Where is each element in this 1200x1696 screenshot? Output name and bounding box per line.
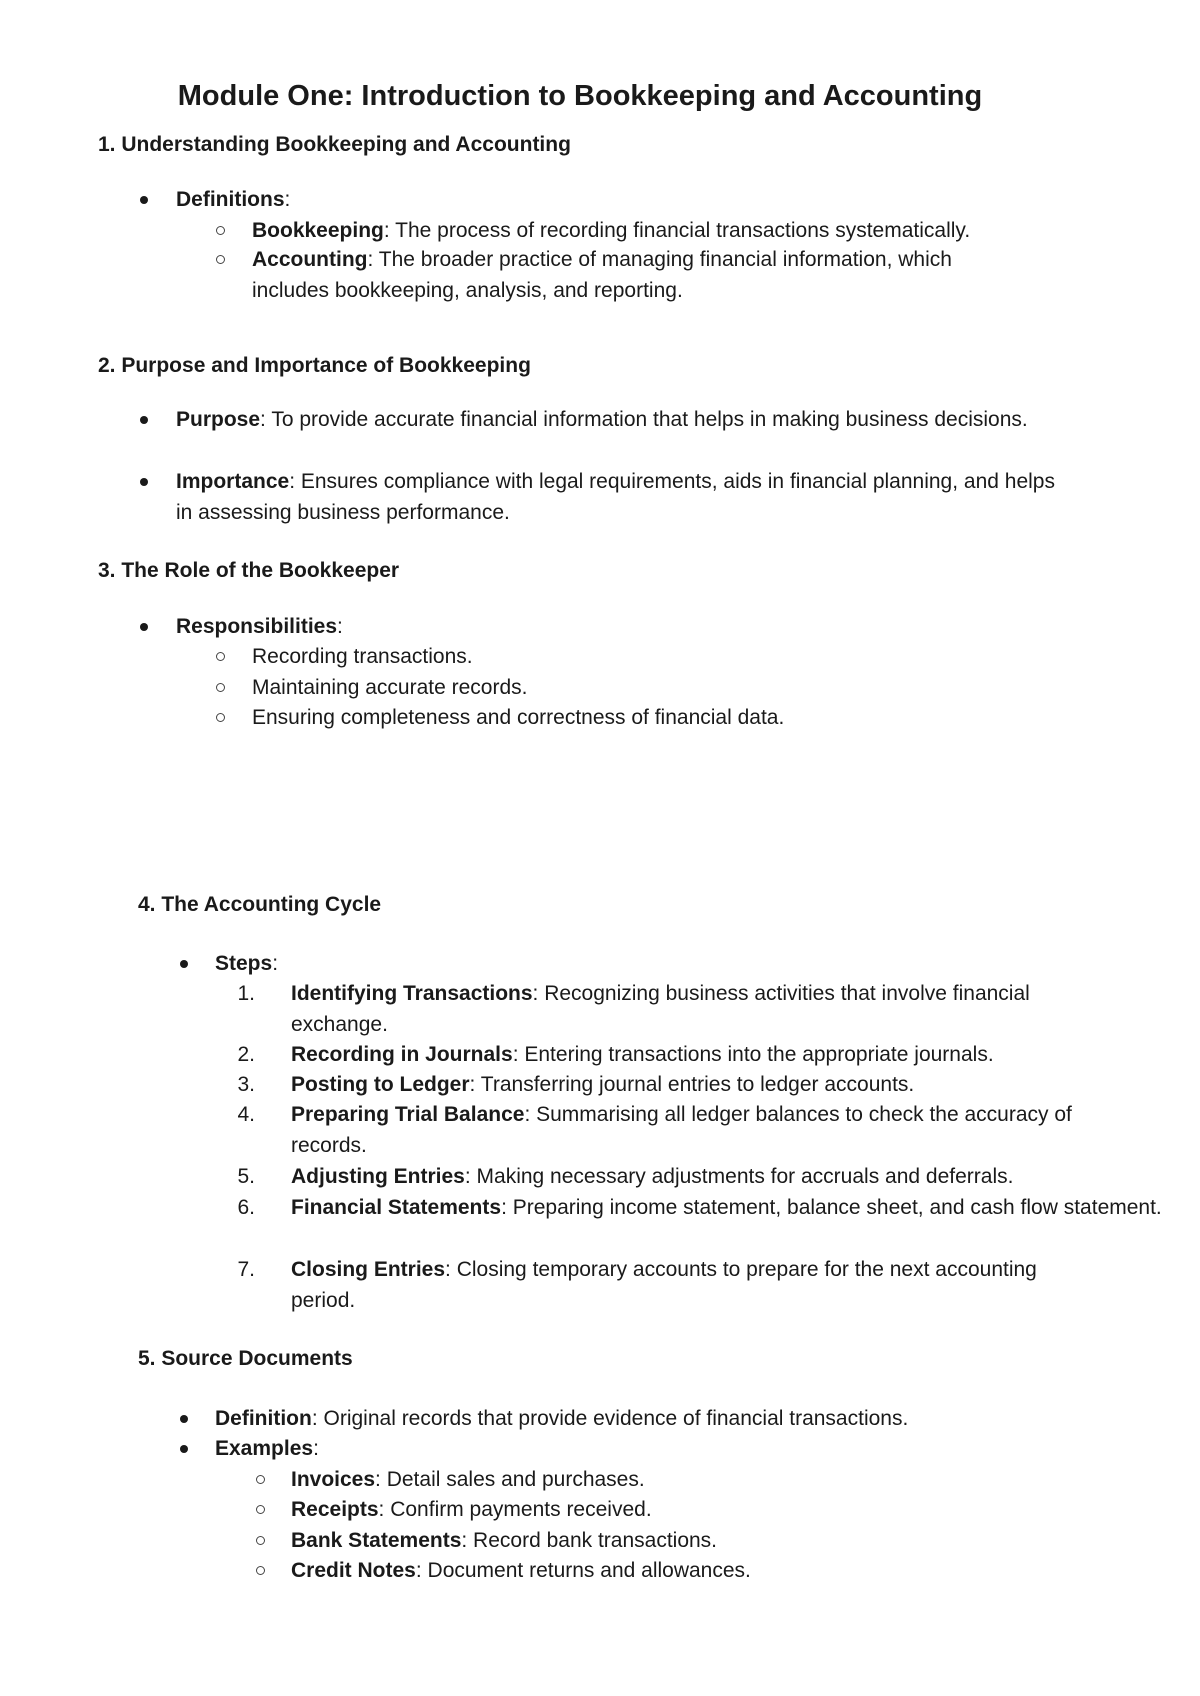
section-heading-4: 4. The Accounting Cycle	[138, 893, 382, 916]
term-label: Adjusting Entries	[291, 1165, 465, 1188]
term-label: Posting to Ledger	[291, 1073, 470, 1096]
term-desc: : Entering transactions into the appropriate journals.	[512, 1043, 994, 1066]
term-label: Credit Notes	[291, 1559, 416, 1582]
list-item-importance	[140, 466, 1100, 528]
sub-item	[140, 672, 1100, 702]
term-desc: : Making necessary adjustments for accruals and deferrals.	[464, 1165, 1014, 1188]
hollow-bullet-icon	[216, 683, 225, 692]
page-title: Module One: Introduction to Bookkeeping and Accounting	[177, 80, 983, 112]
sub-item-receipts	[180, 1494, 1140, 1525]
section-heading-2: 2. Purpose and Importance of Bookkeeping	[98, 354, 531, 377]
step-number: 5.	[237, 1165, 255, 1188]
bullet-icon	[140, 623, 148, 631]
term-desc: : Confirm payments received.	[378, 1498, 652, 1521]
term-desc: :	[337, 615, 343, 638]
term-desc: : The process of recording financial transactions systematically.	[383, 219, 971, 242]
term-desc: : To provide accurate financial information that helps in making business decisions.	[260, 408, 1028, 431]
term-label: Closing Entries	[291, 1258, 446, 1281]
step-number: 7.	[237, 1258, 255, 1281]
step-number: 2.	[237, 1043, 255, 1066]
term-desc: :	[313, 1437, 319, 1460]
hollow-bullet-icon	[256, 1505, 265, 1514]
step-item	[180, 978, 1140, 1039]
bullet-icon	[140, 478, 148, 486]
step-item	[180, 1069, 1140, 1099]
sub-item-text: Maintaining accurate records.	[252, 676, 528, 699]
term-desc: : Original records that provide evidence of financial transactions.	[311, 1407, 909, 1430]
hollow-bullet-icon	[256, 1566, 265, 1575]
hollow-bullet-icon	[216, 652, 225, 661]
sub-item-bank-statements	[180, 1525, 1140, 1555]
section-2-list	[140, 404, 1100, 528]
term-desc: :	[284, 188, 291, 211]
term-label: Examples	[215, 1437, 314, 1460]
step-item	[180, 1099, 1140, 1161]
step-number: 1.	[237, 982, 255, 1005]
term-desc: : Recognizing business activities that involve financial exchange.	[291, 982, 1030, 1036]
list-item-steps	[180, 948, 1140, 978]
sub-item	[140, 702, 1100, 732]
list-item-responsibilities	[140, 611, 1100, 641]
term-desc: : Preparing income statement, balance sheet, and cash flow statement.	[501, 1196, 1162, 1219]
bullet-icon	[140, 196, 148, 204]
term-desc: : Summarising all ledger balances to check the accuracy of records.	[291, 1103, 1072, 1157]
term-desc: : Transferring journal entries to ledger accounts.	[469, 1073, 915, 1096]
term-desc: : Document returns and allowances.	[415, 1559, 751, 1582]
term-label: Preparing Trial Balance	[291, 1103, 525, 1126]
sub-item-bookkeeping	[140, 215, 1100, 244]
term-label: Purpose	[176, 408, 261, 431]
term-label: Identifying Transactions	[291, 982, 533, 1005]
term-label: Responsibilities	[176, 615, 338, 638]
term-desc: : Closing temporary accounts to prepare for the next accounting period.	[291, 1258, 1037, 1312]
sub-item-credit-notes	[180, 1555, 1140, 1586]
sub-item-accounting	[140, 244, 1100, 306]
section-heading-5: 5. Source Documents	[138, 1347, 353, 1370]
step-number: 3.	[237, 1073, 255, 1096]
section-5-list	[180, 1403, 1140, 1586]
section-4-list	[180, 948, 1162, 1316]
step-item	[180, 1254, 1140, 1316]
term-desc: : Record bank transactions.	[461, 1529, 718, 1552]
term-desc: : Detail sales and purchases.	[375, 1468, 645, 1491]
term-label: Definition	[215, 1407, 312, 1430]
term-desc: : Ensures compliance with legal requirements, aids in financial planning, and helps in assessing business performance.	[176, 470, 1055, 524]
term-label: Receipts	[291, 1498, 379, 1521]
step-item	[180, 1039, 1140, 1069]
term-label: Bookkeeping	[252, 219, 384, 242]
section-heading-3: 3. The Role of the Bookkeeper	[98, 559, 400, 582]
hollow-bullet-icon	[256, 1475, 265, 1484]
step-item	[180, 1192, 1162, 1254]
bullet-icon	[180, 1445, 188, 1453]
term-desc: : The broader practice of managing financial information, which includes bookkeeping, analysis, and reporting.	[252, 248, 952, 302]
term-label: Bank Statements	[291, 1529, 462, 1552]
bullet-icon	[180, 960, 188, 968]
term-desc: :	[272, 952, 279, 975]
hollow-bullet-icon	[216, 226, 225, 235]
sub-item-text: Recording transactions.	[252, 645, 473, 668]
section-heading-1: 1. Understanding Bookkeeping and Accounting	[98, 133, 571, 156]
term-label: Financial Statements	[291, 1196, 502, 1219]
sub-item-text: Ensuring completeness and correctness of financial data.	[252, 706, 785, 729]
hollow-bullet-icon	[216, 713, 225, 722]
term-label: Importance	[176, 470, 290, 493]
list-item-definition	[180, 1403, 1140, 1433]
term-label: Accounting	[252, 248, 368, 271]
hollow-bullet-icon	[256, 1536, 265, 1545]
list-item-purpose	[140, 404, 1100, 466]
step-number: 6.	[237, 1196, 255, 1219]
list-item-examples	[180, 1433, 1140, 1464]
bullet-icon	[140, 416, 148, 424]
term-label: Recording in Journals	[291, 1043, 513, 1066]
term-label: Definitions	[176, 188, 285, 211]
hollow-bullet-icon	[216, 255, 225, 264]
section-3-list	[140, 611, 1100, 732]
term-label: Invoices	[291, 1468, 376, 1491]
section-1-list	[140, 184, 1100, 306]
sub-item	[140, 641, 1100, 672]
step-number: 4.	[237, 1103, 255, 1126]
list-item-definitions	[140, 184, 1100, 215]
term-label: Steps	[215, 952, 273, 975]
step-item	[180, 1161, 1140, 1192]
sub-item-invoices	[180, 1464, 1140, 1494]
bullet-icon	[180, 1415, 188, 1423]
